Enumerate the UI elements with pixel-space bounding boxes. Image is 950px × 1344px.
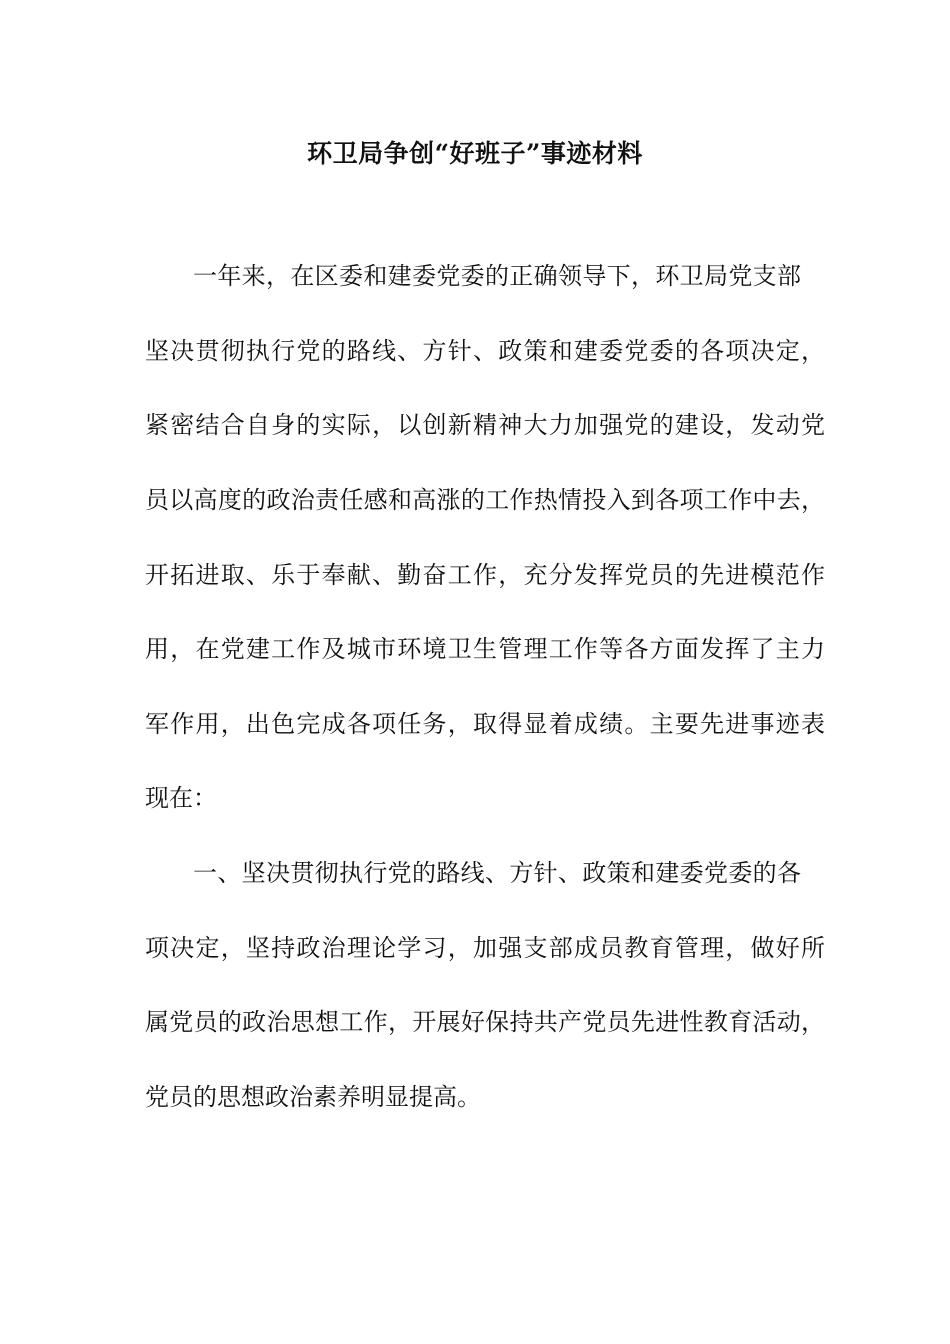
paragraph-2-line-1: 一、坚决贯彻执行党的路线、方针、政策和建委党委的各 [193, 859, 801, 887]
paragraph-2-line-4: 党员的思想政治素养明显提高。 [145, 1083, 481, 1111]
paragraph-1-line-6: 用，在党建工作及城市环境卫生管理工作等各方面发挥了主力 [145, 635, 825, 663]
paragraph-2-line-2: 项决定，坚持政治理论学习，加强支部成员教育管理，做好所 [145, 934, 825, 962]
paragraph-1-line-5: 开拓进取、乐于奉献、勤奋工作，充分发挥党员的先进模范作 [145, 561, 825, 589]
paragraph-1-line-1: 一年来，在区委和建委党委的正确领导下，环卫局党支部 [193, 262, 801, 290]
paragraph-1-line-8: 现在： [145, 784, 217, 812]
paragraph-1-line-4: 员以高度的政治责任感和高涨的工作热情投入到各项工作中去， [145, 486, 825, 514]
document-title: 环卫局争创“好班子”事迹材料 [307, 139, 643, 168]
paragraph-2-line-3: 属党员的政治思想工作，开展好保持共产党员先进性教育活动， [145, 1008, 825, 1036]
paragraph-1-line-2: 坚决贯彻执行党的路线、方针、政策和建委党委的各项决定， [145, 337, 825, 365]
paragraph-1-line-3: 紧密结合自身的实际，以创新精神大力加强党的建设，发动党 [145, 411, 825, 439]
paragraph-1-line-7: 军作用，出色完成各项任务，取得显着成绩。主要先进事迹表 [145, 710, 825, 738]
